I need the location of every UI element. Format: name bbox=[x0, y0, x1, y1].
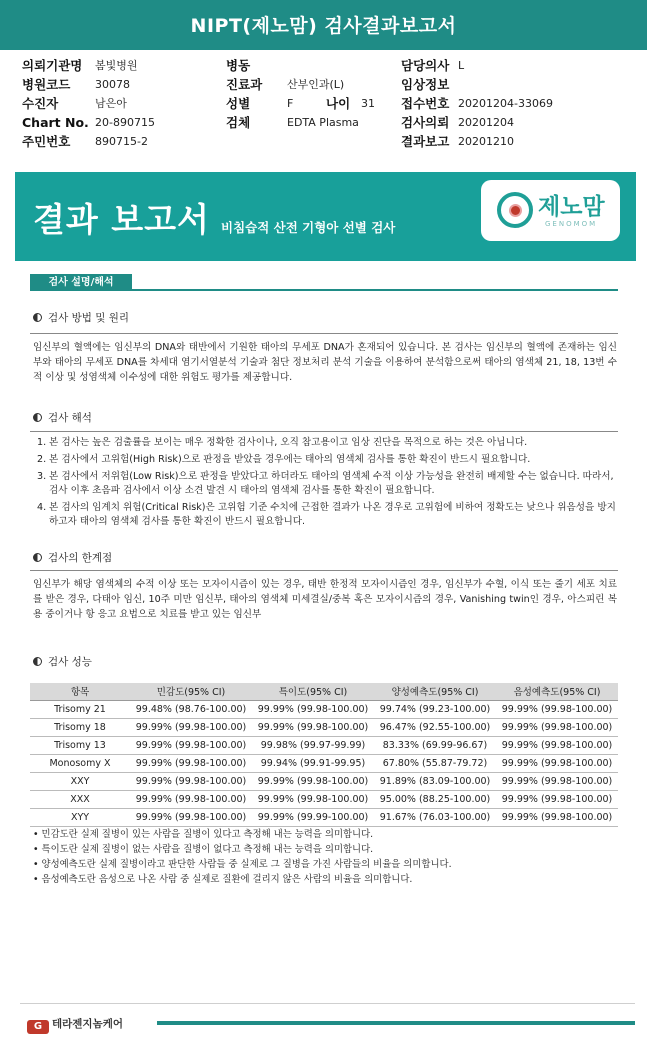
label-ward: 병동 bbox=[226, 58, 251, 73]
divider bbox=[30, 431, 618, 432]
table-row bbox=[30, 718, 618, 736]
table-cell: 99.99% (99.98-100.00) bbox=[130, 772, 252, 790]
table-cell: 99.99% (99.98-100.00) bbox=[496, 754, 618, 772]
footer-accent-line bbox=[157, 1021, 635, 1025]
value-report-date: 20201210 bbox=[458, 135, 514, 148]
interpretation-list bbox=[33, 436, 617, 532]
report-header: NIPT(제노맘) 검사결과보고서 bbox=[0, 0, 647, 50]
value-doctor: L bbox=[458, 59, 465, 72]
company-mark-icon: G bbox=[27, 1020, 49, 1034]
value-hospital-code: 30078 bbox=[95, 78, 130, 91]
section-performance-title: 검사 성능 bbox=[33, 654, 92, 669]
list-item: 2. 본 검사에서 고위험(High Risk)으로 판정을 받았을 경우에는 태아의 염색체 검사를 통한 확진이 반드시 필요합니다. bbox=[37, 454, 531, 465]
table-cell: 99.99% (99.98-100.00) bbox=[496, 700, 618, 718]
patient-info-block bbox=[0, 52, 647, 152]
section-method-title: 검사 방법 및 원리 bbox=[33, 310, 129, 325]
label-age: 나이 bbox=[326, 96, 351, 111]
table-row bbox=[30, 808, 618, 826]
half-circle-icon bbox=[33, 657, 42, 666]
row-label-cell: XYY bbox=[30, 808, 130, 826]
value-resident-no: 890715-2 bbox=[95, 135, 148, 148]
note-line: • 양성예측도란 실제 질병이라고 판단한 사람들 중 실제로 그 질병을 가진 사람들의 비율을 의미합니다. bbox=[33, 859, 452, 870]
label-request-date: 검사의뢰 bbox=[401, 115, 450, 130]
table-row bbox=[30, 736, 618, 754]
value-specimen: EDTA Plasma bbox=[287, 116, 359, 129]
performance-notes bbox=[33, 827, 617, 887]
row-label-cell: XXX bbox=[30, 790, 130, 808]
value-accession: 20201204-33069 bbox=[458, 97, 553, 110]
table-cell: 99.99% (99.98-100.00) bbox=[496, 772, 618, 790]
table-cell: 96.47% (92.55-100.00) bbox=[374, 718, 496, 736]
table-cell: 99.48% (98.76-100.00) bbox=[130, 700, 252, 718]
company-logo bbox=[27, 1016, 123, 1034]
logo-subtext: GENOMOM bbox=[545, 220, 598, 228]
value-sex: F bbox=[287, 97, 294, 110]
label-patient: 수진자 bbox=[22, 96, 59, 111]
result-banner bbox=[15, 172, 636, 261]
divider bbox=[30, 570, 618, 571]
column-header: 양성예측도(95% CI) bbox=[374, 683, 496, 700]
label-report-date: 결과보고 bbox=[401, 134, 450, 149]
section-limits-title: 검사의 한계점 bbox=[33, 550, 112, 565]
row-label-cell: Monosomy X bbox=[30, 754, 130, 772]
table-cell: 99.99% (99.98-100.00) bbox=[252, 700, 374, 718]
label-doctor: 담당의사 bbox=[401, 58, 450, 73]
table-cell: 99.99% (99.99-100.00) bbox=[252, 808, 374, 826]
label-clinical-info: 임상정보 bbox=[401, 77, 450, 92]
logo-text: 제노맘 bbox=[538, 194, 605, 220]
table-cell: 99.99% (99.98-100.00) bbox=[252, 718, 374, 736]
label-accession: 접수번호 bbox=[401, 96, 450, 111]
company-name: 테라젠지놈케어 bbox=[52, 1018, 124, 1030]
column-header: 특이도(95% CI) bbox=[252, 683, 374, 700]
table-cell: 99.99% (99.98-100.00) bbox=[496, 736, 618, 754]
table-cell: 99.99% (99.98-100.00) bbox=[130, 718, 252, 736]
note-line: • 특이도란 실제 질병이 없는 사람을 질병이 없다고 측정해 내는 능력을 의미합니다. bbox=[33, 844, 374, 855]
tab-description: 검사 설명/해석 bbox=[30, 274, 132, 291]
table-cell: 99.99% (99.98-100.00) bbox=[252, 772, 374, 790]
value-institution: 봄빛병원 bbox=[95, 59, 138, 72]
list-item: 4. 본 검사의 임계치 위험(Critical Risk)은 고위험 기준 수치에 근접한 결과가 나온 경우로 고위험에 비하여 정확도는 낮으나 위음성을 방지하고자 태아의 염색체 검사를 통한 확진이 반드시 필요합니다. bbox=[37, 502, 616, 527]
note-line: • 음성예측도란 음성으로 나온 사람 중 실제로 질환에 걸리지 않은 사람의 비율을 의미합니다. bbox=[33, 874, 413, 885]
table-cell: 99.94% (99.91-99.95) bbox=[252, 754, 374, 772]
row-label-cell: Trisomy 18 bbox=[30, 718, 130, 736]
performance-table bbox=[30, 683, 618, 827]
table-row bbox=[30, 700, 618, 718]
footer-divider bbox=[20, 1003, 635, 1004]
table-cell: 99.99% (99.98-100.00) bbox=[496, 808, 618, 826]
note-line: • 민감도란 실제 질병이 있는 사람을 질병이 있다고 측정해 내는 능력을 의미합니다. bbox=[33, 829, 374, 840]
info-row-5 bbox=[0, 132, 647, 152]
value-department: 산부인과(L) bbox=[287, 78, 345, 91]
info-row-2 bbox=[0, 75, 647, 95]
table-row bbox=[30, 754, 618, 772]
table-cell: 91.67% (76.03-100.00) bbox=[374, 808, 496, 826]
value-chart-no: 20-890715 bbox=[95, 116, 155, 129]
genomom-logo bbox=[481, 180, 620, 241]
row-label-cell: Trisomy 13 bbox=[30, 736, 130, 754]
list-item: 3. 본 검사에서 저위험(Low Risk)으로 판정을 받았다고 하더라도 태아의 염색체 수적 이상 가능성을 완전히 배제할 수는 없습니다. 따라서, 검사 이후 초음파 검사에서 이상 소견 발견 시 태아의 염색체 검사를 통한 확진이 필요합니다. bbox=[37, 471, 614, 496]
label-sex: 성별 bbox=[226, 96, 251, 111]
column-header: 음성예측도(95% CI) bbox=[496, 683, 618, 700]
value-patient: 남은아 bbox=[95, 97, 127, 110]
section-method-text: 임신부의 혈액에는 임신부의 DNA와 태반에서 기원한 태아의 무세포 DNA가 혼재되어 있습니다. 본 검사는 임신부의 혈액에 존재하는 임신부와 태아의 무세포 DNA를 차세대 염기서열분석 기술과 첨단 정보처리 분석 기술을 이용하여 분석함으로써 태아의 염색체 21, 18, 13번 수적 이상 및 성염색체 이수성에 대한 위험도 평가를 제공합니다. bbox=[33, 342, 617, 383]
value-request-date: 20201204 bbox=[458, 116, 514, 129]
section-interpretation-title: 검사 해석 bbox=[33, 410, 92, 425]
table-cell: 67.80% (55.87-79.72) bbox=[374, 754, 496, 772]
info-row-3 bbox=[0, 94, 647, 114]
half-circle-icon bbox=[33, 553, 42, 562]
table-cell: 99.99% (99.98-100.00) bbox=[130, 736, 252, 754]
table-cell: 99.99% (99.98-100.00) bbox=[496, 790, 618, 808]
banner-title: 결과 보고서 bbox=[33, 200, 210, 239]
banner-subtitle: 비침습적 산전 기형아 선별 검사 bbox=[221, 220, 396, 235]
label-chart-no: Chart No. bbox=[22, 115, 89, 130]
row-label-cell: XXY bbox=[30, 772, 130, 790]
info-row-1 bbox=[0, 56, 647, 76]
table-cell: 99.99% (99.98-100.00) bbox=[130, 808, 252, 826]
divider bbox=[30, 333, 618, 334]
table-cell: 99.74% (99.23-100.00) bbox=[374, 700, 496, 718]
row-label-cell: Trisomy 21 bbox=[30, 700, 130, 718]
table-cell: 99.99% (99.98-100.00) bbox=[130, 790, 252, 808]
genomom-logo-icon bbox=[497, 192, 533, 228]
label-specimen: 검체 bbox=[226, 115, 251, 130]
half-circle-icon bbox=[33, 313, 42, 322]
table-cell: 95.00% (88.25-100.00) bbox=[374, 790, 496, 808]
table-cell: 99.98% (99.97-99.99) bbox=[252, 736, 374, 754]
label-department: 진료과 bbox=[226, 77, 263, 92]
info-row-4 bbox=[0, 113, 647, 133]
table-cell: 99.99% (99.98-100.00) bbox=[252, 790, 374, 808]
label-hospital-code: 병원코드 bbox=[22, 77, 71, 92]
table-row bbox=[30, 772, 618, 790]
value-age: 31 bbox=[361, 97, 375, 110]
list-item: 1. 본 검사는 높은 검출률을 보이는 매우 정확한 검사이나, 오직 참고용이고 임상 진단을 목적으로 하는 것은 아닙니다. bbox=[37, 437, 528, 448]
section-limits-text: 임신부가 해당 염색체의 수적 이상 또는 모자이시즘이 있는 경우, 태반 한정적 모자이시즘인 경우, 임신부가 수혈, 이식 또는 줄기 세포 치료를 받은 경우, 다태아 임신, 10주 미만 임신부, 태아의 염색체 미세결실/중복 혹은 모자이시즘의 경우, Vanishing twin인 경우, 아스피린 복용 중이거나 항 응고 요법으로 치료를 받고 있는 임신부 bbox=[33, 579, 617, 620]
column-header: 항목 bbox=[30, 683, 130, 700]
table-cell: 83.33% (69.99-96.67) bbox=[374, 736, 496, 754]
label-institution: 의뢰기관명 bbox=[22, 58, 83, 73]
column-header: 민감도(95% CI) bbox=[130, 683, 252, 700]
tab-underline bbox=[30, 289, 618, 291]
half-circle-icon bbox=[33, 413, 42, 422]
table-cell: 91.89% (83.09-100.00) bbox=[374, 772, 496, 790]
table-header-row bbox=[30, 683, 618, 700]
table-cell: 99.99% (99.98-100.00) bbox=[496, 718, 618, 736]
label-resident-no: 주민번호 bbox=[22, 134, 71, 149]
table-cell: 99.99% (99.98-100.00) bbox=[130, 754, 252, 772]
table-row bbox=[30, 790, 618, 808]
